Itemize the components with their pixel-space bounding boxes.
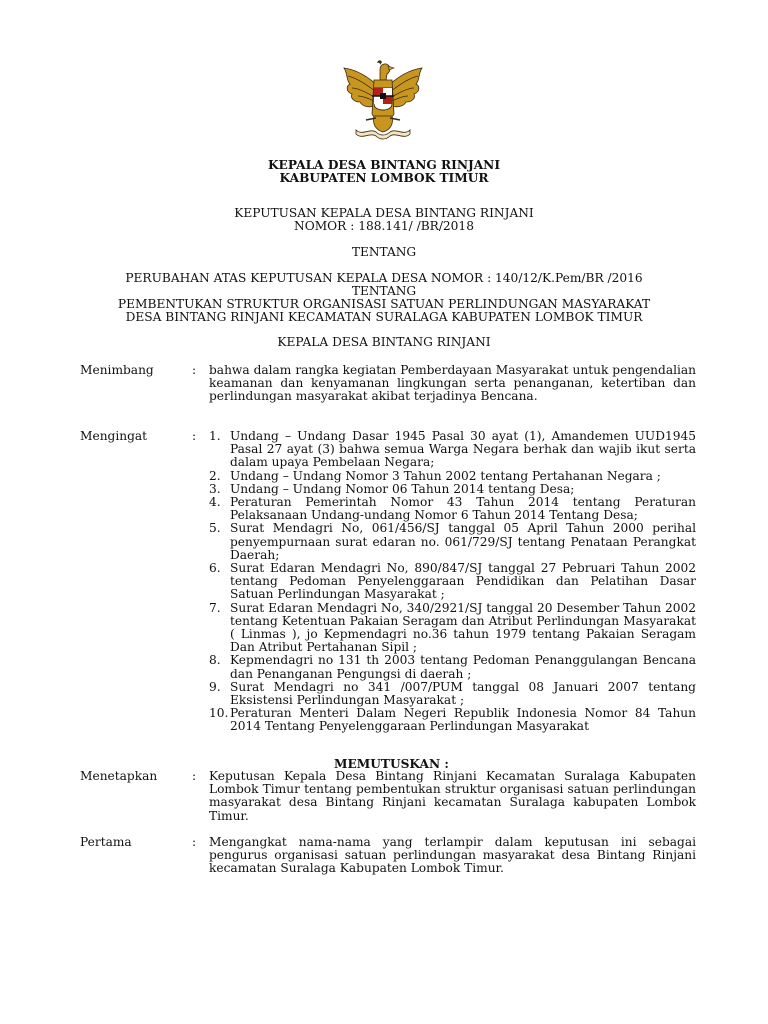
item-text: Surat Edaran Mendagri No, 890/847/SJ tanggal 27 Pebruari Tahun 2002 tentang Pedoman Penyelenggaraan Pendidikan dan Pelatihan Dasar Satuan Perlindungan Masyarakat ; (230, 561, 696, 602)
list-item (209, 602, 696, 655)
list-item (209, 654, 696, 680)
item-text: Surat Edaran Mendagri No, 340/2921/SJ tanggal 20 Desember Tahun 2002 tentang Ketentuan Pakaian Seragam dan Atribut Perlindungan Masyarakat ( Linmas ), jo Kepmendagri no.36 tahun 1979 tentang Pakaian Seragam Dan Atribut Pertahanan Sipil ; (230, 600, 696, 655)
mengingat-label: Mengingat (80, 429, 148, 443)
item-text: Kepmendagri no 131 th 2003 tentang Pedoman Penanggulangan Bencana dan Penanganan Pengungsi di daerah ; (230, 653, 696, 681)
decree-title: KEPUTUSAN KEPALA DESA BINTANG RINJANI (234, 206, 534, 220)
mengingat-list (209, 430, 696, 734)
menetapkan-colon: : (192, 769, 197, 783)
item-number: 5. (209, 521, 221, 536)
menetapkan-text: Keputusan Kepala Desa Bintang Rinjani Kecamatan Suralaga Kabupaten Lombok Timur tentang pembentukan struktur organisasi satuan perlindungan masyarakat desa Bintang Rinjani kecamatan Suralaga kabupaten Lombok Timur. (209, 769, 696, 823)
list-item (209, 562, 696, 602)
header-regency: KABUPATEN LOMBOK TIMUR (279, 171, 489, 185)
decree-subject-line-3: PEMBENTUKAN STRUKTUR ORGANISASI SATUAN PERLINDUNGAN MASYARAKAT (117, 297, 651, 311)
decree-tentang: TENTANG (351, 245, 417, 259)
item-number: 4. (209, 495, 221, 510)
list-item (209, 707, 696, 733)
header-village-head: KEPALA DESA BINTANG RINJANI (267, 158, 501, 172)
garuda-emblem-icon (336, 58, 430, 142)
list-item (209, 430, 696, 470)
menetapkan-label: Menetapkan (80, 769, 158, 783)
list-item (209, 681, 696, 707)
pertama-label: Pertama (80, 835, 132, 849)
decree-number: NOMOR : 188.141/ /BR/2018 (294, 219, 474, 233)
item-number: 3. (209, 481, 221, 496)
item-text: Surat Mendagri no 341 /007/PUM tanggal 08 Januari 2007 tentang Eksistensi Perlindungan Masyarakat ; (230, 679, 696, 708)
decree-subject-line-2: TENTANG (351, 284, 417, 298)
item-text: Peraturan Menteri Dalam Negeri Republik Indonesia Nomor 84 Tahun 2014 Tentang Penyelenggaraan Perlindungan Masyarakat (230, 706, 696, 734)
list-item (209, 522, 696, 562)
item-number: 6. (209, 561, 221, 576)
decree-subject-line-1: PERUBAHAN ATAS KEPUTUSAN KEPALA DESA NOMOR : 140/12/K.Pem/BR /2016 (125, 271, 643, 285)
item-text: Undang – Undang Nomor 3 Tahun 2002 tentang Pertahanan Negara ; (230, 468, 661, 483)
item-text: Surat Mendagri No, 061/456/SJ tanggal 05 April Tahun 2000 perihal penyempurnaan surat edaran no. 061/729/SJ tentang Penataan Perangkat Daerah; (230, 521, 696, 562)
pertama-colon: : (192, 835, 197, 849)
memutuskan-heading: MEMUTUSKAN : (334, 757, 449, 771)
item-number: 1. (209, 429, 221, 443)
mengingat-colon: : (192, 429, 197, 443)
item-text: Undang – Undang Dasar 1945 Pasal 30 ayat (1), Amandemen UUD1945 Pasal 27 ayat (3) bahwa semua Warga Negara berhak dan wajib ikut serta dalam upaya Pembelaan Negara; (230, 429, 696, 470)
item-number: 2. (209, 468, 221, 483)
item-number: 9. (209, 679, 221, 694)
item-text: Undang – Undang Nomor 06 Tahun 2014 tentang Desa; (230, 481, 575, 496)
menimbang-colon: : (192, 363, 197, 377)
pertama-text: Mengangkat nama-nama yang terlampir dalam keputusan ini sebagai pengurus organisasi satuan perlindungan masyarakat desa Bintang Rinjani kecamatan Suralaga Kabupaten Lombok Timur. (209, 835, 696, 876)
menimbang-text: bahwa dalam rangka kegiatan Pemberdayaan Masyarakat untuk pengendalian keamanan dan kenyamanan lingkungan serta penanganan, ketertiban dan perlindungan masyarakat akibat terjadinya Bencana. (209, 363, 696, 404)
item-text: Peraturan Pemerintah Nomor 43 Tahun 2014 tentang Peraturan Pelaksanaan Undang-undang Nomor 6 Tahun 2014 Tentang Desa; (230, 495, 696, 523)
decree-subject-line-4: DESA BINTANG RINJANI KECAMATAN SURALAGA KABUPATEN LOMBOK TIMUR (125, 310, 643, 324)
item-number: 7. (209, 600, 221, 615)
list-item (209, 496, 696, 522)
decree-issuer: KEPALA DESA BINTANG RINJANI (277, 335, 491, 349)
menimbang-label: Menimbang (80, 363, 154, 377)
item-number: 8. (209, 653, 221, 668)
item-number: 10. (209, 706, 229, 721)
